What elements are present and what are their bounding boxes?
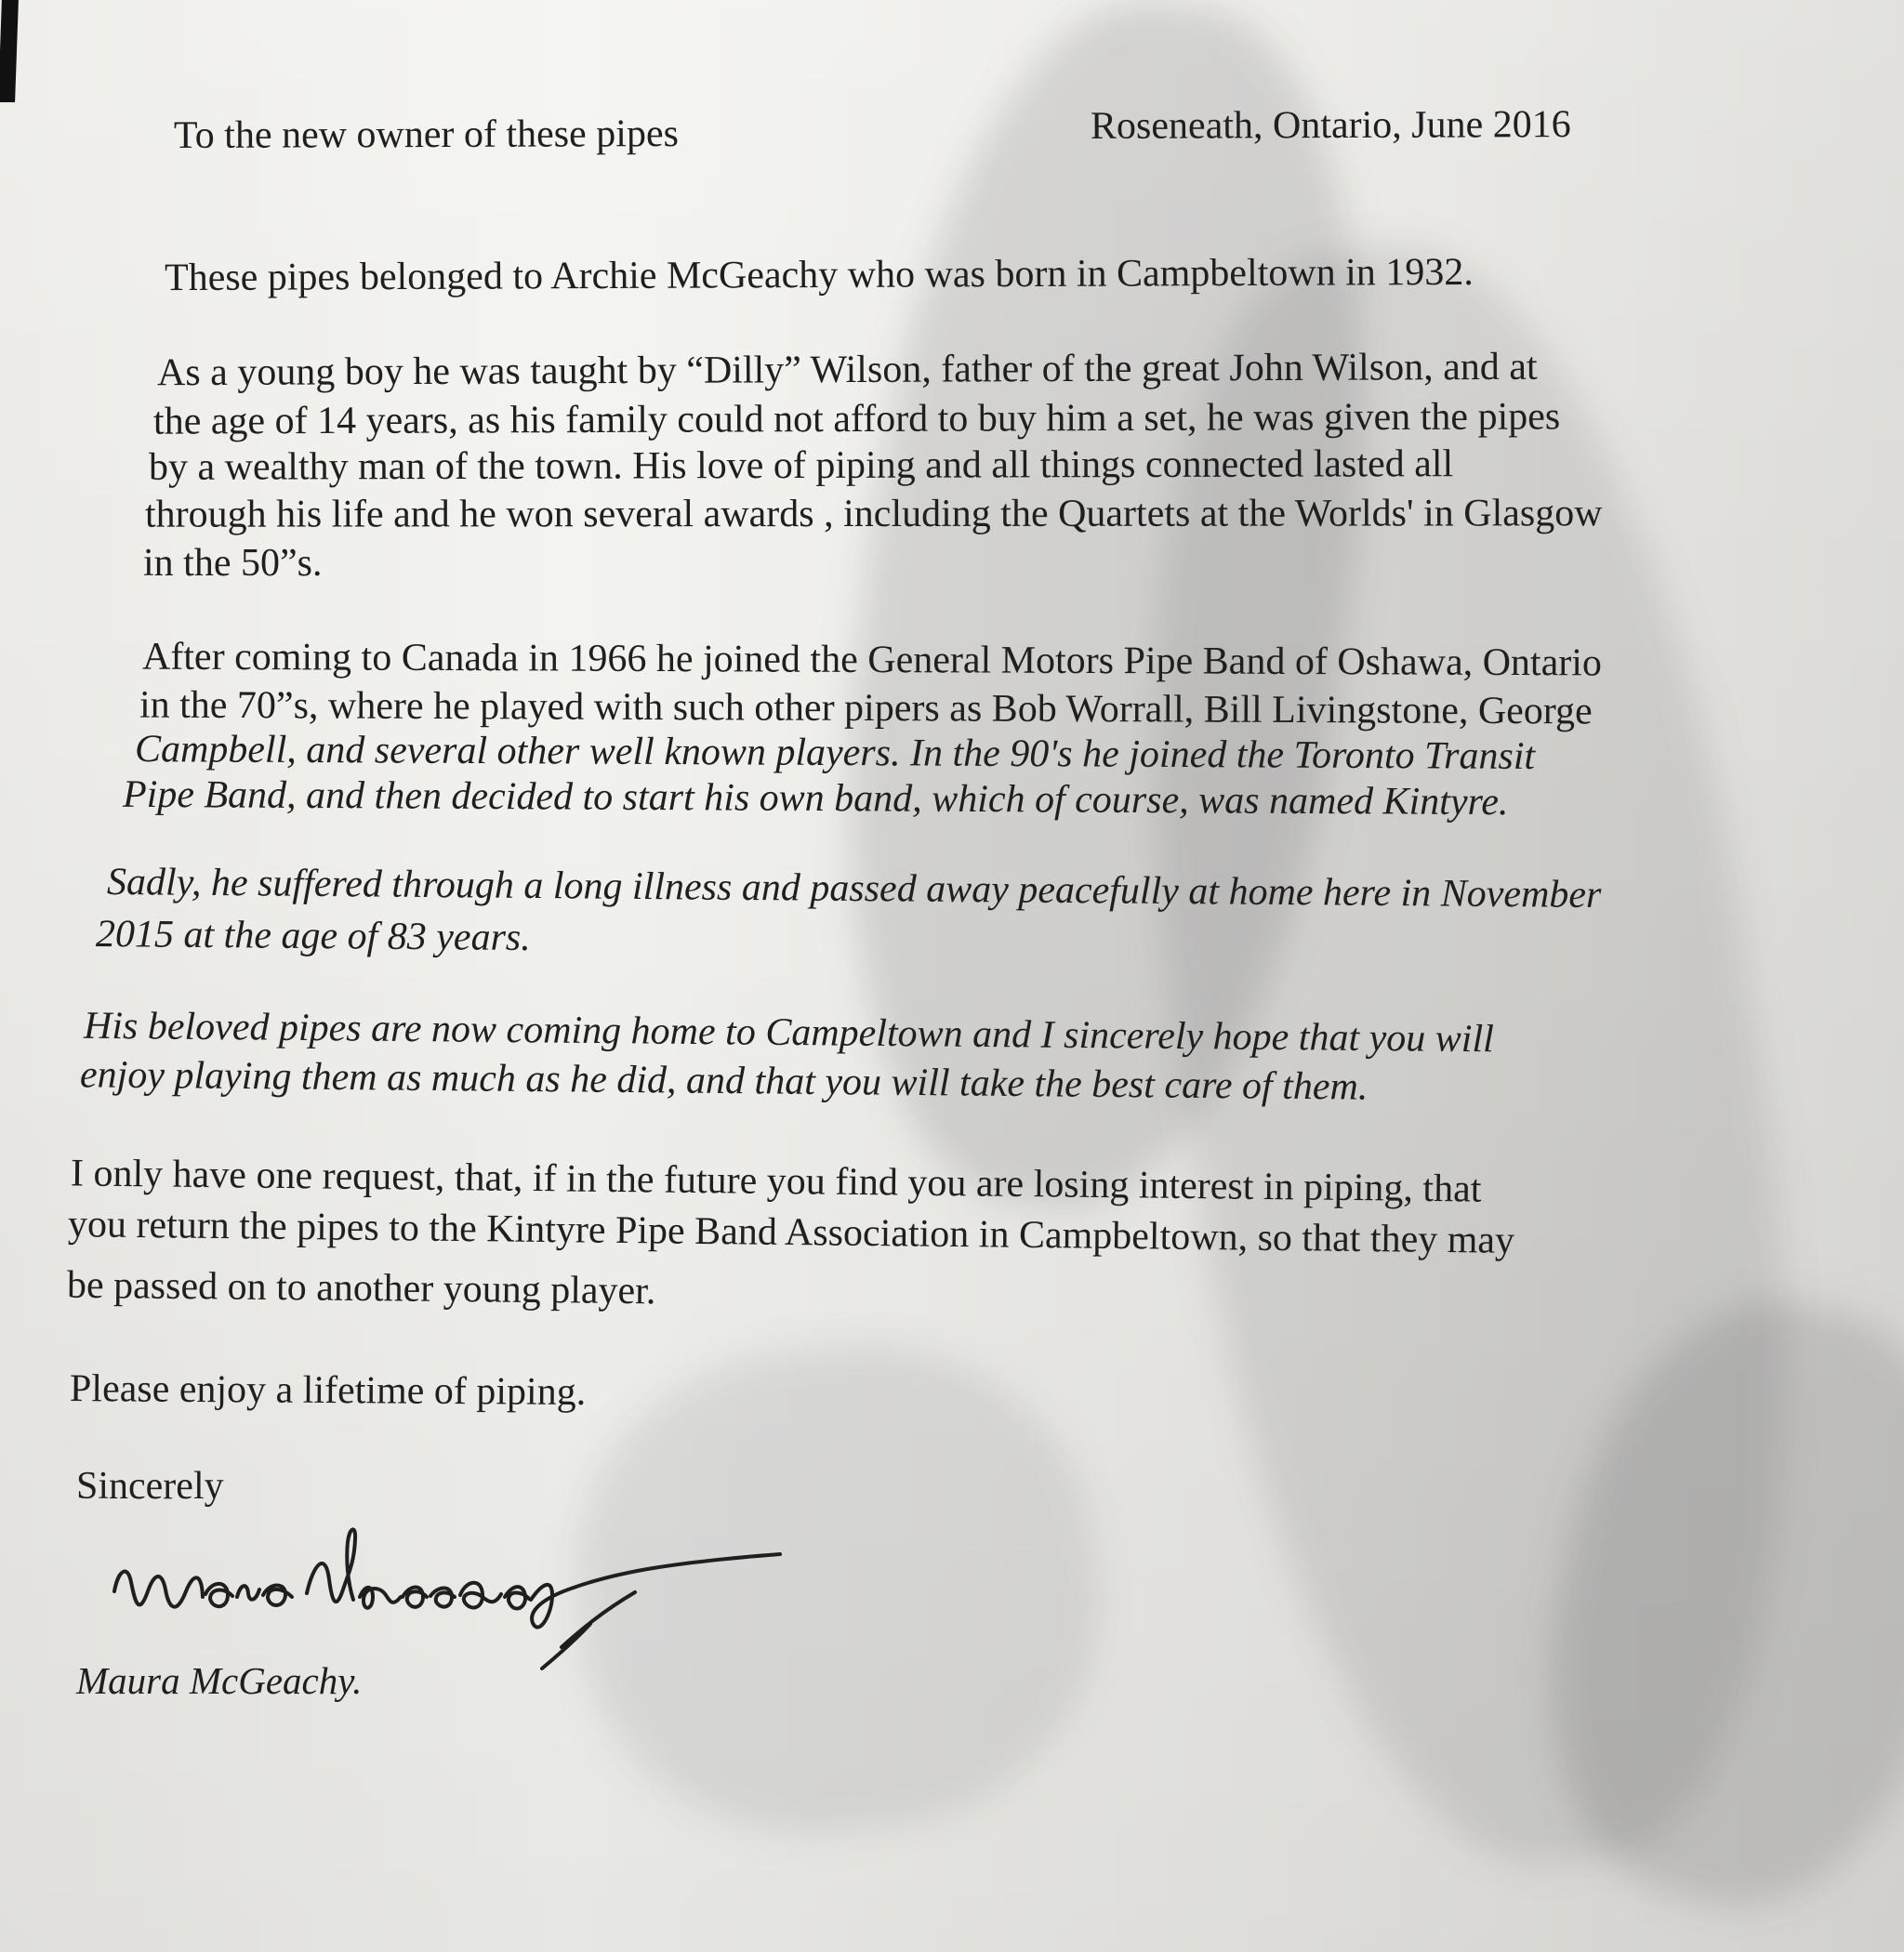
paragraph-5-line-1: His beloved pipes are now coming home to Campeltown and I sincerely hope that you will <box>83 1004 1495 1062</box>
place-date-line: Roseneath, Ontario, June 2016 <box>1090 103 1571 148</box>
paragraph-6-line-1: I only have one request, that, if in the future you find you are losing interest in piping, that <box>70 1152 1482 1211</box>
paragraph-2-line-2: the age of 14 years, as his family could not afford to buy him a set, he was given the pipes <box>152 395 1561 443</box>
valediction: Sincerely <box>76 1465 224 1508</box>
paragraph-1-line-1: These pipes belonged to Archie McGeachy who was born in Campbeltown in 1932. <box>164 250 1474 300</box>
paragraph-3-line-3: Campbell, and several other well known players. In the 90's he joined the Toronto Transit <box>134 728 1536 778</box>
closing-line: Please enjoy a lifetime of piping. <box>69 1367 587 1414</box>
paragraph-3-line-4: Pipe Band, and then decided to start his own band, which of course, was named Kintyre. <box>122 772 1509 824</box>
paragraph-6-line-2: you return the pipes to the Kintyre Pipe Band Association in Campbeltown, so that they may <box>67 1203 1515 1262</box>
paragraph-6-line-3: be passed on to another young player. <box>66 1263 656 1313</box>
paragraph-5-line-2: enjoy playing them as much as he did, and that you will take the best care of them. <box>79 1053 1368 1109</box>
recipient-line: To the new owner of these pipes <box>173 112 679 157</box>
paragraph-2-line-3: by a wealthy man of the town. His love of piping and all things connected lasted all <box>148 442 1454 489</box>
page-corner-edge <box>0 0 19 102</box>
paragraph-3-line-1: After coming to Canada in 1966 he joined the General Motors Pipe Band of Oshawa, Ontario <box>141 635 1603 685</box>
paragraph-4-line-1: Sadly, he suffered through a long illness and passed away peacefully at home here in November <box>106 860 1602 917</box>
paragraph-2-line-5: in the 50”s. <box>143 542 323 585</box>
paragraph-4-line-2: 2015 at the age of 83 years. <box>95 912 531 960</box>
paragraph-2-line-1: As a young boy he was taught by “Dilly” Wilson, father of the great John Wilson, and at <box>156 345 1538 395</box>
paragraph-3-line-2: in the 70”s, where he played with such other pipers as Bob Worrall, Bill Livingstone, George <box>139 683 1593 733</box>
paragraph-2-line-4: through his life and he won several awards , including the Quartets at the Worlds' in Glasgow <box>144 492 1603 536</box>
typed-name: Maura McGeachy. <box>76 1659 363 1702</box>
